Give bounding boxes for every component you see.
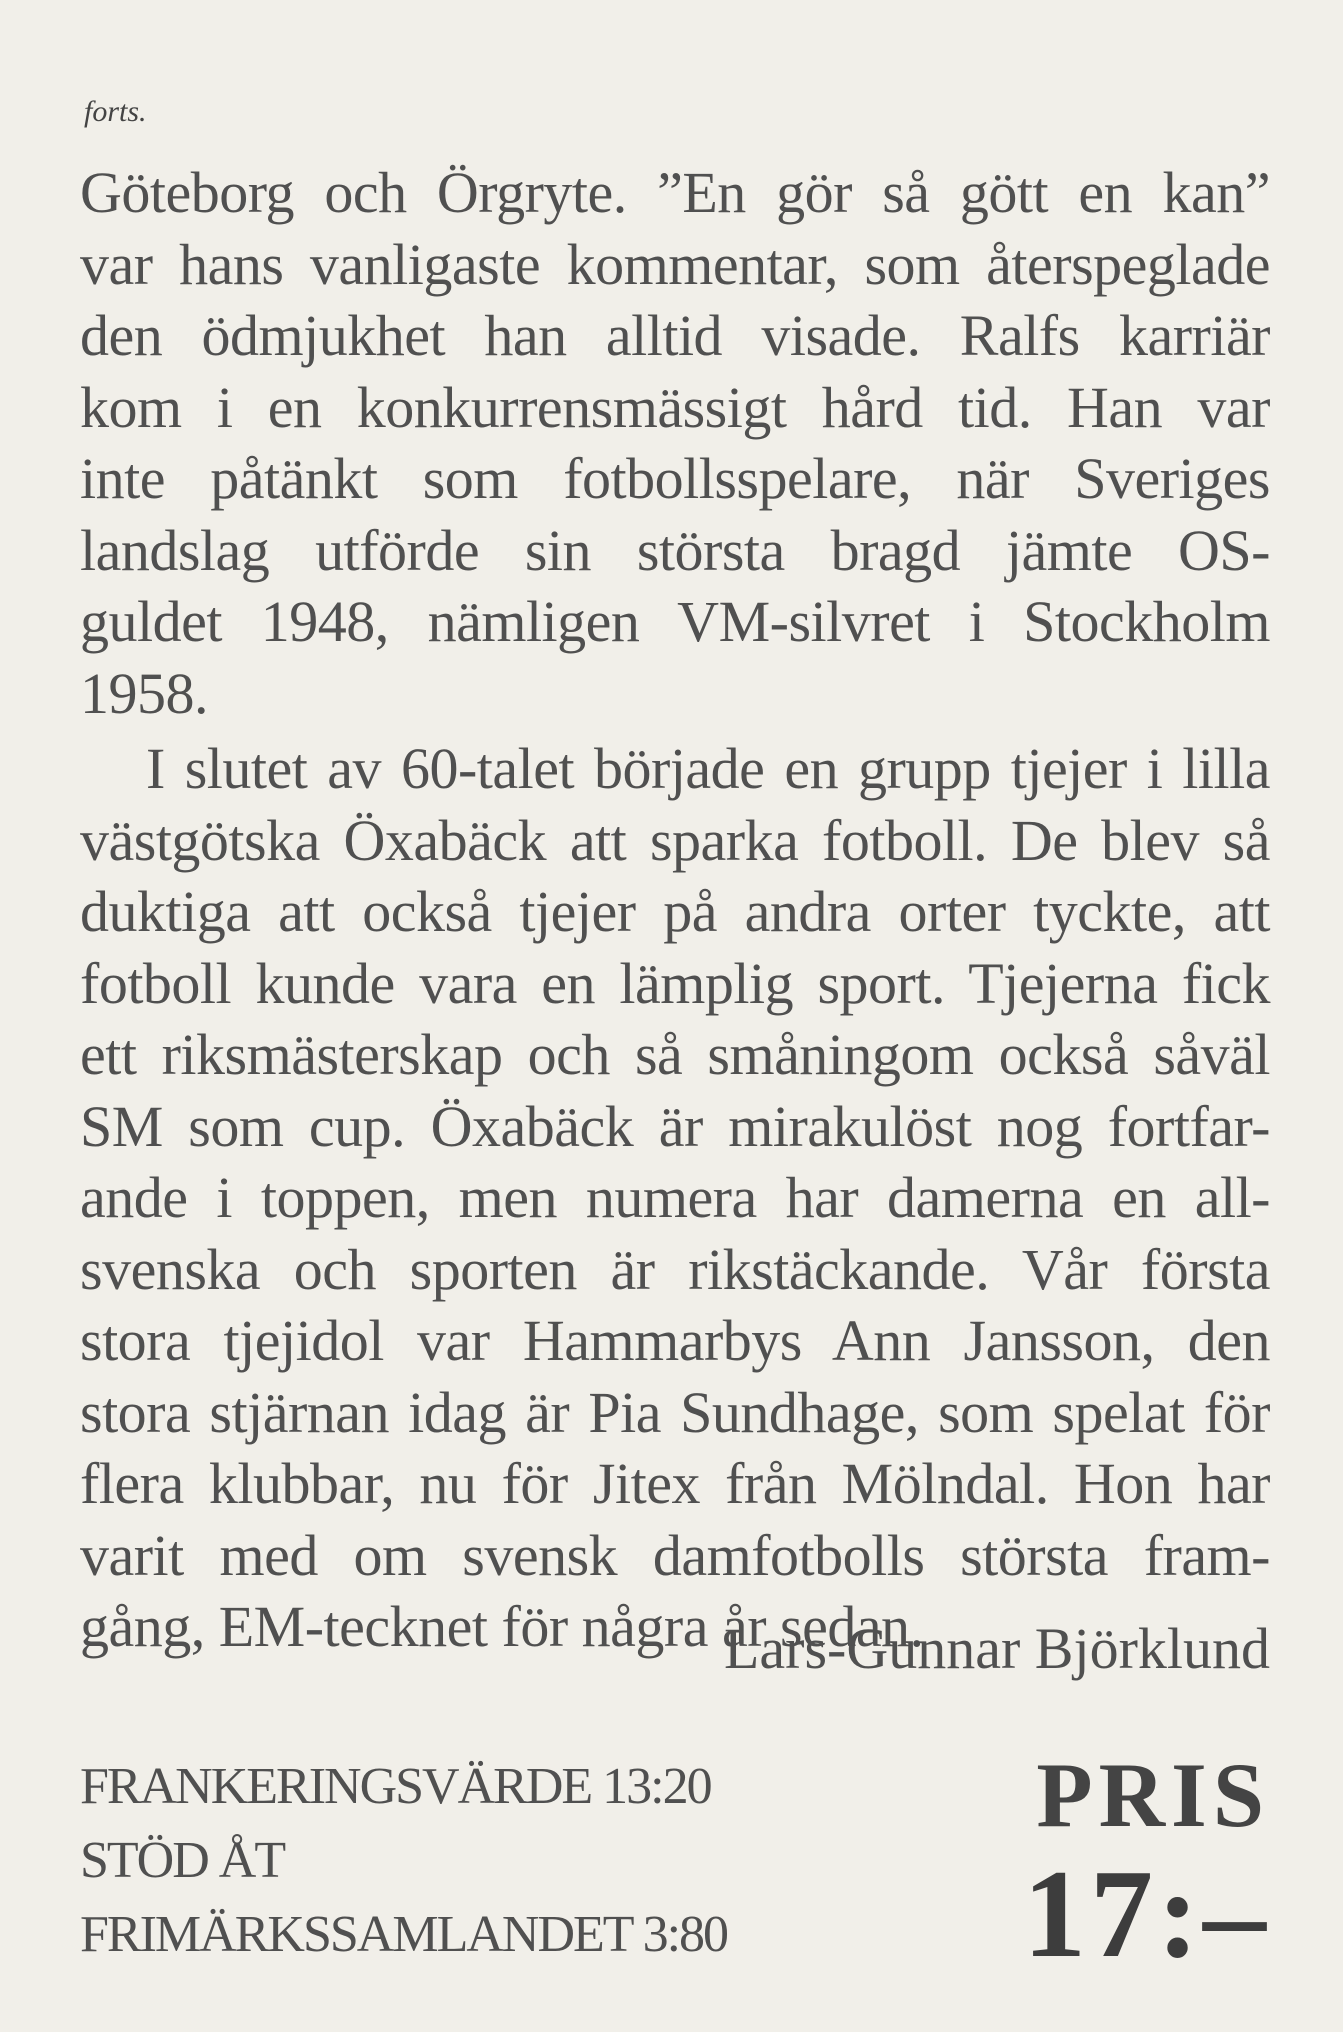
philately-value-line: FRIMÄRKSSAMLANDET 3:80 xyxy=(80,1906,728,1963)
price-box xyxy=(980,1745,1270,1990)
price-footer xyxy=(80,1744,1270,1995)
text-line: SM som cup. Öxabäck är mirakulöst nog fortfar- xyxy=(80,1093,1270,1159)
text-line: den ödmjukhet han alltid visade. Ralfs karriär xyxy=(80,303,1270,368)
continued-marker: forts. xyxy=(84,95,147,128)
text-line: ett riksmästerskap och så småningom också såväl xyxy=(80,1022,1270,1087)
price-label: PRIS xyxy=(1036,1744,1270,1846)
text-line: I slutet av 60-talet började en grupp tjejer i lilla xyxy=(146,736,1270,801)
text-line: flera klubbar, nu för Jitex från Mölndal. Hon har xyxy=(80,1451,1270,1516)
text-line: fotboll kunde vara en lämplig sport. Tjejerna fick xyxy=(80,950,1270,1016)
text-line: var hans vanligaste kommentar, som återspeglade xyxy=(80,231,1270,297)
paragraph-2 xyxy=(80,733,1270,1663)
article-body xyxy=(80,157,1270,1663)
text-line: ande i toppen, men numera har damerna en all- xyxy=(80,1165,1270,1230)
text-line: svenska och sporten är rikstäckande. Vår första xyxy=(80,1236,1270,1302)
text-line: landslag utförde sin största bragd jämte OS- xyxy=(80,517,1270,583)
text-line: stora stjärnan idag är Pia Sundhage, som spelat för xyxy=(80,1379,1270,1445)
text-line: duktiga att också tjejer på andra orter tyckte, att xyxy=(80,879,1270,944)
text-line: kom i en konkurrensmässigt hård tid. Han var xyxy=(80,374,1270,440)
text-line: varit med om svensk damfotbolls största fram- xyxy=(80,1522,1270,1588)
price-value: 17:– xyxy=(1023,1845,1270,1984)
franking-value-line: FRANKERINGSVÄRDE 13:20 xyxy=(80,1758,711,1815)
text-line: stora tjejidol var Hammarbys Ann Jansson, den xyxy=(80,1308,1270,1373)
text-line: 1958. xyxy=(80,660,208,726)
paragraph-1 xyxy=(80,157,1270,729)
booklet-page xyxy=(80,95,1270,1995)
franking-info xyxy=(80,1750,900,1972)
text-line: guldet 1948, nämligen VM-silvret i Stockholm xyxy=(80,589,1270,654)
author-signature: Lars-Gunnar Björklund xyxy=(723,1616,1270,1681)
text-line: västgötska Öxabäck att sparka fotboll. De blev så xyxy=(80,807,1270,873)
text-line: Göteborg och Örgryte. ”En gör så gött en kan” xyxy=(80,160,1270,225)
text-line: gång, EM-tecknet för några år sedan. xyxy=(80,1594,924,1659)
text-line: inte påtänkt som fotbollsspelare, när Sveriges xyxy=(80,446,1270,511)
support-line: STÖD ÅT xyxy=(80,1832,285,1889)
